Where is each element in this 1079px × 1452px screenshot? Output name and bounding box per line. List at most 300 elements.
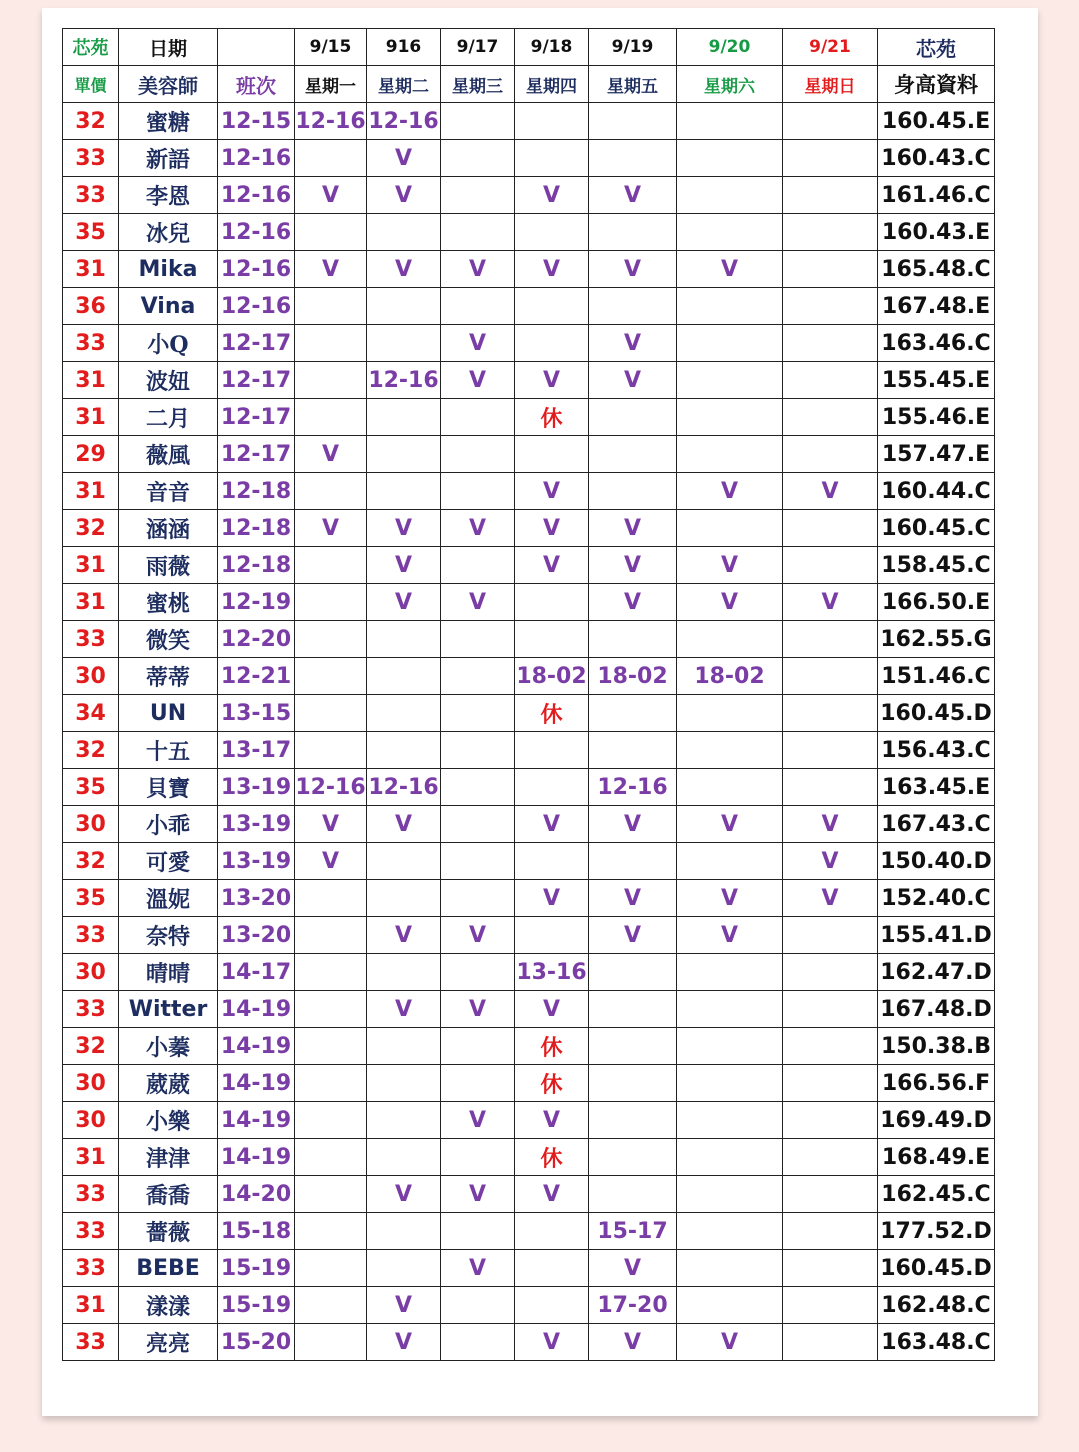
schedule-cell-sun	[783, 732, 878, 769]
profile-cell: 162.45.C	[878, 1176, 995, 1213]
schedule-cell-sat	[677, 362, 783, 399]
schedule-cell-wed	[441, 140, 515, 177]
schedule-cell-thu: V	[515, 251, 589, 288]
schedule-cell-tue: V	[367, 1324, 441, 1361]
stylist-name-cell: 蒂蒂	[119, 658, 218, 695]
schedule-cell-sat	[677, 1176, 783, 1213]
profile-cell: 155.41.D	[878, 917, 995, 954]
header-date-fri: 9/19	[589, 29, 677, 66]
schedule-cell-mon	[295, 954, 367, 991]
price-cell: 32	[63, 732, 119, 769]
schedule-cell-wed	[441, 1324, 515, 1361]
schedule-cell-mon	[295, 1250, 367, 1287]
schedule-cell-sun	[783, 991, 878, 1028]
schedule-cell-tue	[367, 843, 441, 880]
shift-cell: 12-17	[218, 325, 295, 362]
schedule-cell-thu	[515, 140, 589, 177]
schedule-cell-tue: V	[367, 806, 441, 843]
table-row	[63, 1028, 995, 1065]
price-cell: 33	[63, 1213, 119, 1250]
schedule-cell-tue	[367, 1213, 441, 1250]
profile-cell: 166.56.F	[878, 1065, 995, 1102]
header-date-label: 日期	[119, 29, 218, 66]
schedule-cell-sun	[783, 325, 878, 362]
schedule-cell-sat	[677, 1250, 783, 1287]
stylist-name-cell: 晴晴	[119, 954, 218, 991]
schedule-cell-thu: 休	[515, 399, 589, 436]
schedule-cell-sun	[783, 140, 878, 177]
profile-cell: 155.46.E	[878, 399, 995, 436]
schedule-cell-thu: V	[515, 1324, 589, 1361]
schedule-cell-thu: 休	[515, 1065, 589, 1102]
schedule-cell-fri	[589, 1065, 677, 1102]
schedule-cell-wed: V	[441, 251, 515, 288]
schedule-cell-tue	[367, 658, 441, 695]
schedule-cell-thu: V	[515, 473, 589, 510]
schedule-cell-thu: V	[515, 177, 589, 214]
price-cell: 32	[63, 103, 119, 140]
table-row	[63, 732, 995, 769]
schedule-cell-fri	[589, 140, 677, 177]
header-date-wed: 9/17	[441, 29, 515, 66]
profile-cell: 167.48.E	[878, 288, 995, 325]
table-row	[63, 473, 995, 510]
schedule-cell-tue	[367, 1028, 441, 1065]
schedule-cell-sun: V	[783, 843, 878, 880]
schedule-cell-sun: V	[783, 880, 878, 917]
schedule-cell-fri	[589, 954, 677, 991]
schedule-cell-sun	[783, 103, 878, 140]
schedule-cell-thu: 18-02	[515, 658, 589, 695]
schedule-cell-sun	[783, 1213, 878, 1250]
stylist-name-cell: 蜜糖	[119, 103, 218, 140]
schedule-cell-mon	[295, 1213, 367, 1250]
table-row	[63, 769, 995, 806]
schedule-sheet	[42, 8, 1038, 1416]
price-cell: 35	[63, 769, 119, 806]
schedule-cell-sat: 18-02	[677, 658, 783, 695]
schedule-cell-sat: V	[677, 251, 783, 288]
profile-cell: 169.49.D	[878, 1102, 995, 1139]
profile-cell: 162.48.C	[878, 1287, 995, 1324]
schedule-cell-mon	[295, 1139, 367, 1176]
schedule-cell-mon: V	[295, 436, 367, 473]
schedule-cell-fri: 12-16	[589, 769, 677, 806]
schedule-cell-fri: V	[589, 880, 677, 917]
schedule-cell-sun	[783, 621, 878, 658]
stylist-name-cell: 薇風	[119, 436, 218, 473]
schedule-cell-tue: V	[367, 1287, 441, 1324]
price-cell: 33	[63, 1324, 119, 1361]
schedule-cell-tue: V	[367, 584, 441, 621]
schedule-cell-fri	[589, 473, 677, 510]
schedule-cell-thu: V	[515, 547, 589, 584]
table-row	[63, 1287, 995, 1324]
schedule-cell-sun	[783, 695, 878, 732]
schedule-table	[62, 28, 995, 1361]
schedule-cell-mon: V	[295, 177, 367, 214]
header-date-sun: 9/21	[783, 29, 878, 66]
profile-cell: 160.45.D	[878, 695, 995, 732]
table-row	[63, 288, 995, 325]
schedule-cell-thu	[515, 769, 589, 806]
schedule-cell-thu	[515, 917, 589, 954]
schedule-cell-mon: V	[295, 510, 367, 547]
schedule-cell-thu: V	[515, 880, 589, 917]
schedule-cell-mon: 12-16	[295, 769, 367, 806]
schedule-cell-tue: V	[367, 547, 441, 584]
schedule-cell-mon	[295, 732, 367, 769]
schedule-cell-fri: V	[589, 510, 677, 547]
header-weekday-wed: 星期三	[441, 66, 515, 103]
header-date-sat: 9/20	[677, 29, 783, 66]
header-row-labels	[63, 66, 995, 103]
schedule-cell-sun	[783, 1324, 878, 1361]
stylist-name-cell: 小乖	[119, 806, 218, 843]
price-cell: 33	[63, 1176, 119, 1213]
shift-cell: 12-17	[218, 362, 295, 399]
schedule-cell-sun	[783, 658, 878, 695]
schedule-cell-wed	[441, 1287, 515, 1324]
header-right: 芯苑	[878, 29, 995, 66]
schedule-cell-mon	[295, 214, 367, 251]
price-cell: 31	[63, 1139, 119, 1176]
schedule-cell-sat	[677, 1139, 783, 1176]
profile-cell: 158.45.C	[878, 547, 995, 584]
schedule-cell-thu: V	[515, 510, 589, 547]
schedule-cell-mon	[295, 1102, 367, 1139]
schedule-cell-thu: 13-16	[515, 954, 589, 991]
header-weekday-tue: 星期二	[367, 66, 441, 103]
table-row	[63, 584, 995, 621]
schedule-cell-sun	[783, 288, 878, 325]
schedule-cell-fri	[589, 288, 677, 325]
profile-cell: 167.43.C	[878, 806, 995, 843]
schedule-cell-thu: V	[515, 1176, 589, 1213]
stylist-name-cell: Vina	[119, 288, 218, 325]
shift-cell: 15-19	[218, 1250, 295, 1287]
price-cell: 31	[63, 584, 119, 621]
shift-cell: 12-15	[218, 103, 295, 140]
price-cell: 31	[63, 473, 119, 510]
schedule-cell-tue	[367, 732, 441, 769]
schedule-cell-thu	[515, 1250, 589, 1287]
schedule-cell-sat: V	[677, 917, 783, 954]
schedule-cell-mon	[295, 621, 367, 658]
schedule-cell-sat: V	[677, 880, 783, 917]
schedule-cell-mon: 12-16	[295, 103, 367, 140]
schedule-cell-mon	[295, 1176, 367, 1213]
schedule-cell-mon	[295, 695, 367, 732]
schedule-cell-wed: V	[441, 1102, 515, 1139]
price-cell: 33	[63, 1250, 119, 1287]
stylist-name-cell: 漾漾	[119, 1287, 218, 1324]
header-weekday-thu: 星期四	[515, 66, 589, 103]
schedule-cell-wed	[441, 399, 515, 436]
schedule-cell-fri	[589, 621, 677, 658]
schedule-cell-wed	[441, 769, 515, 806]
price-cell: 33	[63, 991, 119, 1028]
schedule-cell-mon	[295, 584, 367, 621]
price-cell: 35	[63, 214, 119, 251]
table-row	[63, 436, 995, 473]
schedule-cell-tue	[367, 436, 441, 473]
schedule-cell-thu	[515, 1213, 589, 1250]
schedule-cell-sun	[783, 547, 878, 584]
schedule-cell-sun	[783, 177, 878, 214]
schedule-cell-fri: V	[589, 362, 677, 399]
stylist-name-cell: 亮亮	[119, 1324, 218, 1361]
schedule-cell-sat	[677, 732, 783, 769]
price-cell: 31	[63, 547, 119, 584]
schedule-cell-wed: V	[441, 325, 515, 362]
schedule-cell-tue	[367, 1250, 441, 1287]
schedule-cell-wed	[441, 954, 515, 991]
schedule-cell-mon	[295, 288, 367, 325]
schedule-cell-sun	[783, 362, 878, 399]
shift-cell: 14-19	[218, 1065, 295, 1102]
schedule-cell-sun	[783, 1287, 878, 1324]
profile-cell: 168.49.E	[878, 1139, 995, 1176]
table-row	[63, 917, 995, 954]
profile-cell: 163.45.E	[878, 769, 995, 806]
schedule-cell-tue	[367, 1102, 441, 1139]
price-cell: 35	[63, 880, 119, 917]
table-row	[63, 1176, 995, 1213]
price-cell: 32	[63, 1028, 119, 1065]
shift-cell: 14-19	[218, 1139, 295, 1176]
table-row	[63, 991, 995, 1028]
schedule-cell-wed	[441, 547, 515, 584]
schedule-cell-wed: V	[441, 584, 515, 621]
table-row	[63, 621, 995, 658]
header-profile: 身高資料	[878, 66, 995, 103]
schedule-cell-mon	[295, 1065, 367, 1102]
shift-cell: 13-19	[218, 769, 295, 806]
schedule-cell-wed	[441, 1065, 515, 1102]
schedule-cell-sun	[783, 1102, 878, 1139]
stylist-name-cell: 小樂	[119, 1102, 218, 1139]
schedule-cell-tue: 12-16	[367, 103, 441, 140]
schedule-cell-fri	[589, 732, 677, 769]
stylist-name-cell: Witter	[119, 991, 218, 1028]
table-row	[63, 547, 995, 584]
schedule-cell-tue: V	[367, 140, 441, 177]
schedule-cell-fri: V	[589, 1250, 677, 1287]
schedule-cell-sat	[677, 1287, 783, 1324]
schedule-cell-tue: 12-16	[367, 769, 441, 806]
price-cell: 31	[63, 399, 119, 436]
schedule-cell-thu: 休	[515, 1139, 589, 1176]
profile-cell: 152.40.C	[878, 880, 995, 917]
schedule-cell-fri: 17-20	[589, 1287, 677, 1324]
shift-cell: 14-17	[218, 954, 295, 991]
schedule-cell-wed: V	[441, 362, 515, 399]
schedule-cell-thu	[515, 288, 589, 325]
header-row-dates	[63, 29, 995, 66]
stylist-name-cell: 新語	[119, 140, 218, 177]
header-shift: 班次	[218, 66, 295, 103]
schedule-cell-sun	[783, 1028, 878, 1065]
schedule-cell-mon: V	[295, 251, 367, 288]
schedule-cell-fri: V	[589, 584, 677, 621]
price-cell: 30	[63, 1102, 119, 1139]
header-date-mon: 9/15	[295, 29, 367, 66]
schedule-cell-wed	[441, 1028, 515, 1065]
stylist-name-cell: 可愛	[119, 843, 218, 880]
profile-cell: 151.46.C	[878, 658, 995, 695]
shift-cell: 12-16	[218, 140, 295, 177]
schedule-cell-tue	[367, 399, 441, 436]
header-stylist: 美容師	[119, 66, 218, 103]
shift-cell: 12-16	[218, 177, 295, 214]
schedule-body	[63, 29, 995, 1361]
profile-cell: 177.52.D	[878, 1213, 995, 1250]
schedule-cell-sat	[677, 1213, 783, 1250]
stylist-name-cell: 雨薇	[119, 547, 218, 584]
schedule-cell-thu	[515, 1287, 589, 1324]
schedule-cell-tue	[367, 621, 441, 658]
header-weekday-sun: 星期日	[783, 66, 878, 103]
shift-cell: 12-16	[218, 251, 295, 288]
schedule-cell-mon: V	[295, 843, 367, 880]
schedule-cell-sat	[677, 695, 783, 732]
schedule-cell-tue: V	[367, 991, 441, 1028]
schedule-cell-thu	[515, 584, 589, 621]
schedule-cell-sat	[677, 103, 783, 140]
price-cell: 30	[63, 1065, 119, 1102]
schedule-cell-sun	[783, 1250, 878, 1287]
schedule-cell-wed	[441, 177, 515, 214]
table-row	[63, 843, 995, 880]
schedule-cell-fri	[589, 695, 677, 732]
schedule-cell-fri: V	[589, 547, 677, 584]
schedule-cell-wed	[441, 288, 515, 325]
schedule-cell-wed	[441, 436, 515, 473]
price-cell: 30	[63, 806, 119, 843]
shift-cell: 12-16	[218, 214, 295, 251]
schedule-cell-sat	[677, 436, 783, 473]
table-row	[63, 880, 995, 917]
schedule-cell-sat	[677, 140, 783, 177]
schedule-cell-mon	[295, 1028, 367, 1065]
stylist-name-cell: UN	[119, 695, 218, 732]
schedule-cell-fri: V	[589, 1324, 677, 1361]
table-row	[63, 510, 995, 547]
schedule-cell-mon	[295, 1324, 367, 1361]
shift-cell: 13-17	[218, 732, 295, 769]
schedule-cell-sun	[783, 1176, 878, 1213]
stylist-name-cell: 涵涵	[119, 510, 218, 547]
header-weekday-sat: 星期六	[677, 66, 783, 103]
profile-cell: 163.46.C	[878, 325, 995, 362]
schedule-cell-thu	[515, 325, 589, 362]
schedule-cell-wed: V	[441, 1250, 515, 1287]
schedule-cell-fri	[589, 1028, 677, 1065]
shift-cell: 15-19	[218, 1287, 295, 1324]
stylist-name-cell: 貝寶	[119, 769, 218, 806]
table-row	[63, 1250, 995, 1287]
schedule-cell-tue: V	[367, 1176, 441, 1213]
schedule-cell-sat	[677, 843, 783, 880]
schedule-cell-sat	[677, 510, 783, 547]
profile-cell: 161.46.C	[878, 177, 995, 214]
schedule-cell-sat: V	[677, 806, 783, 843]
table-row	[63, 1213, 995, 1250]
shift-cell: 13-20	[218, 880, 295, 917]
shift-cell: 13-19	[218, 806, 295, 843]
schedule-cell-wed	[441, 1139, 515, 1176]
profile-cell: 160.45.D	[878, 1250, 995, 1287]
stylist-name-cell: 蜜桃	[119, 584, 218, 621]
shift-cell: 14-19	[218, 1028, 295, 1065]
schedule-cell-tue	[367, 880, 441, 917]
schedule-cell-thu	[515, 103, 589, 140]
table-row	[63, 1324, 995, 1361]
price-cell: 29	[63, 436, 119, 473]
schedule-cell-mon	[295, 917, 367, 954]
price-cell: 33	[63, 621, 119, 658]
schedule-cell-sat	[677, 769, 783, 806]
schedule-cell-tue	[367, 288, 441, 325]
schedule-cell-sun	[783, 251, 878, 288]
schedule-cell-tue	[367, 214, 441, 251]
shift-cell: 14-20	[218, 1176, 295, 1213]
schedule-cell-tue	[367, 954, 441, 991]
shift-cell: 14-19	[218, 991, 295, 1028]
schedule-cell-thu: V	[515, 1102, 589, 1139]
price-cell: 31	[63, 251, 119, 288]
profile-cell: 160.43.C	[878, 140, 995, 177]
schedule-cell-fri	[589, 1139, 677, 1176]
schedule-cell-mon	[295, 140, 367, 177]
shift-cell: 13-20	[218, 917, 295, 954]
shift-cell: 12-16	[218, 288, 295, 325]
schedule-cell-tue	[367, 1139, 441, 1176]
schedule-cell-mon	[295, 547, 367, 584]
stylist-name-cell: 波妞	[119, 362, 218, 399]
schedule-cell-wed	[441, 732, 515, 769]
price-cell: 32	[63, 843, 119, 880]
schedule-cell-wed	[441, 621, 515, 658]
table-row	[63, 325, 995, 362]
schedule-cell-sat	[677, 288, 783, 325]
schedule-cell-sat: V	[677, 547, 783, 584]
schedule-cell-sat	[677, 954, 783, 991]
profile-cell: 150.38.B	[878, 1028, 995, 1065]
schedule-cell-wed	[441, 473, 515, 510]
stylist-name-cell: 李恩	[119, 177, 218, 214]
header-blank	[218, 29, 295, 66]
profile-cell: 160.45.E	[878, 103, 995, 140]
schedule-cell-mon	[295, 1287, 367, 1324]
table-row	[63, 1139, 995, 1176]
schedule-cell-thu	[515, 214, 589, 251]
table-row	[63, 1065, 995, 1102]
stylist-name-cell: 音音	[119, 473, 218, 510]
price-cell: 34	[63, 695, 119, 732]
schedule-cell-sun	[783, 510, 878, 547]
stylist-name-cell: 薔薇	[119, 1213, 218, 1250]
schedule-cell-sat: V	[677, 473, 783, 510]
shift-cell: 12-17	[218, 399, 295, 436]
schedule-cell-thu	[515, 621, 589, 658]
schedule-cell-sat	[677, 177, 783, 214]
price-cell: 33	[63, 325, 119, 362]
schedule-cell-sat	[677, 1102, 783, 1139]
shift-cell: 13-19	[218, 843, 295, 880]
price-cell: 33	[63, 917, 119, 954]
